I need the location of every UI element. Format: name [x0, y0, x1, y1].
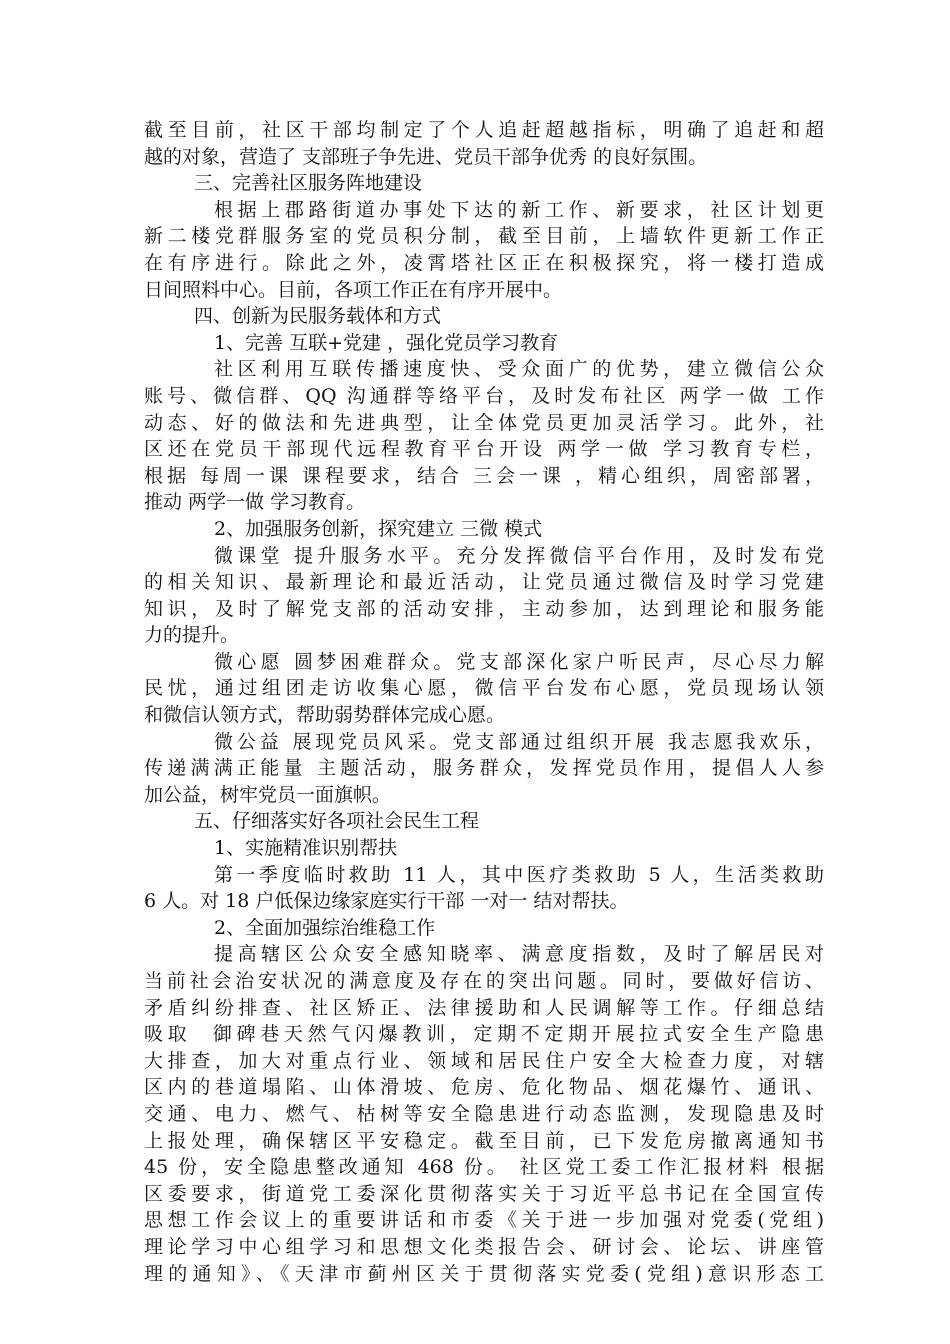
text-line: 第一季度临时救助 11 人，其中医疗类救助 5 人，生活类救助 — [214, 863, 824, 886]
text-line: 推动 两学一做 学习教育。 — [144, 491, 366, 514]
text-line: 上报处理，确保辖区平安稳定。截至目前，已下发危房撤离通知书 — [144, 1129, 824, 1152]
text-line: 微公益 展现党员风采。党支部通过组织开展 我志愿我欢乐， — [214, 730, 824, 753]
text-line: 社区利用互联传播速度快、受众面广的优势，建立微信公众 — [214, 358, 824, 381]
text-line: 45 份，安全隐患整改通知 468 份。 社区党工委工作汇报材料 根据 — [144, 1156, 824, 1179]
text-line: 当前社会治安状况的满意度及存在的突出问题。同时，要做好信访、 — [144, 970, 824, 992]
text-line: 加公益，树牢党员一面旗帜。 — [144, 783, 392, 806]
text-line: 知识，及时了解党支部的活动安排，主动参加，达到理论和服务能 — [144, 597, 824, 620]
text-line: 微心愿 圆梦困难群众。党支部深化家户听民声，尽心尽力解 — [214, 650, 824, 673]
document-page — [144, 117, 824, 1287]
text-line: 微课堂 提升服务水平。充分发挥微信平台作用，及时发布党 — [214, 544, 824, 567]
text-line: 2、全面加强综治维稳工作 — [214, 916, 436, 939]
text-line: 截至目前，社区干部均制定了个人追赶超越指标，明确了追赶和超 — [144, 119, 824, 141]
text-line: 民忧，通过组团走访收集心愿，微信平台发布心愿，党员现场认领 — [144, 677, 824, 700]
text-line: 动态、好的做法和先进典型，让全体党员更加灵活学习。此外，社 — [144, 411, 824, 434]
text-line: 在有序进行。除此之外，凌霄塔社区正在积极探究，将一楼打造成 — [144, 251, 824, 274]
text-line: 矛盾纠纷排查、社区矫正、法律援助和人民调解等工作。仔细总结 — [144, 996, 824, 1019]
text-line: 账号、微信群、QQ 沟通群等络平台，及时发布社区 两学一做 工作 — [144, 384, 824, 407]
text-line: 日间照料中心。目前，各项工作正在有序开展中。 — [144, 278, 563, 301]
text-line: 根据 每周一课 课程要求，结合 三会一课 ，精心组织，周密部署， — [144, 464, 824, 487]
text-line: 交通、电力、燃气、枯树等安全隐患进行动态监测，发现隐患及时 — [144, 1102, 824, 1125]
text-line: 1、实施精准识别帮扶 — [214, 837, 398, 860]
text-line: 根据上郡路街道办事处下达的新工作、新要求，社区计划更 — [214, 198, 824, 221]
text-line: 的相关知识、最新理论和最近活动，让党员通过微信及时学习党建 — [144, 571, 824, 594]
text-line: 和微信认领方式，帮助弱势群体完成心愿。 — [144, 704, 506, 727]
text-line: 区还在党员干部现代远程教育平台开设 两学一做 学习教育专栏， — [144, 438, 824, 461]
text-line: 区委要求，街道党工委深化贯彻落实关于习近平总书记在全国宣传 — [144, 1182, 824, 1205]
text-line: 新二楼党群服务室的党员积分制，截至目前，上墙软件更新工作正 — [144, 225, 824, 248]
text-line: 力的提升。 — [144, 624, 240, 647]
text-line: 大排查，加大对重点行业、领域和居民住户安全大检查力度，对辖 — [144, 1049, 824, 1072]
text-line: 理论学习中心组学习和思想文化类报告会、研讨会、论坛、讲座管 — [144, 1235, 824, 1258]
text-line: 四、创新为民服务载体和方式 — [194, 305, 442, 328]
text-line: 越的对象，营造了 支部班子争先进、党员干部争优秀 的良好氛围。 — [144, 145, 708, 168]
text-line: 6 人。对 18 户低保边缘家庭实行干部 一对一 结对帮扶。 — [144, 890, 629, 913]
text-line: 三、完善社区服务阵地建设 — [194, 172, 423, 195]
text-line: 2、加强服务创新，探究建立 三微 模式 — [214, 517, 543, 540]
text-line: 吸取 御碑巷天然气闪爆教训，定期不定期开展拉式安全生产隐患 — [144, 1023, 824, 1046]
text-line: 思想工作会议上的重要讲话和市委《关于进一步加强对党委(党组) — [144, 1209, 824, 1232]
text-line: 传递满满正能量 主题活动，服务群众，发挥党员作用，提倡人人参 — [144, 757, 824, 780]
text-line: 五、仔细落实好各项社会民生工程 — [194, 810, 480, 833]
text-line: 提高辖区公众安全感知晓率、满意度指数，及时了解居民对 — [214, 943, 824, 966]
text-line: 理的通知》、《天津市蓟州区关于贯彻落实党委(党组)意识形态工 — [144, 1262, 824, 1285]
text-line: 1、完善 互联+党建 ，强化党员学习教育 — [214, 331, 559, 354]
text-line: 区内的巷道塌陷、山体滑坡、危房、危化物品、烟花爆竹、通讯、 — [144, 1076, 824, 1099]
